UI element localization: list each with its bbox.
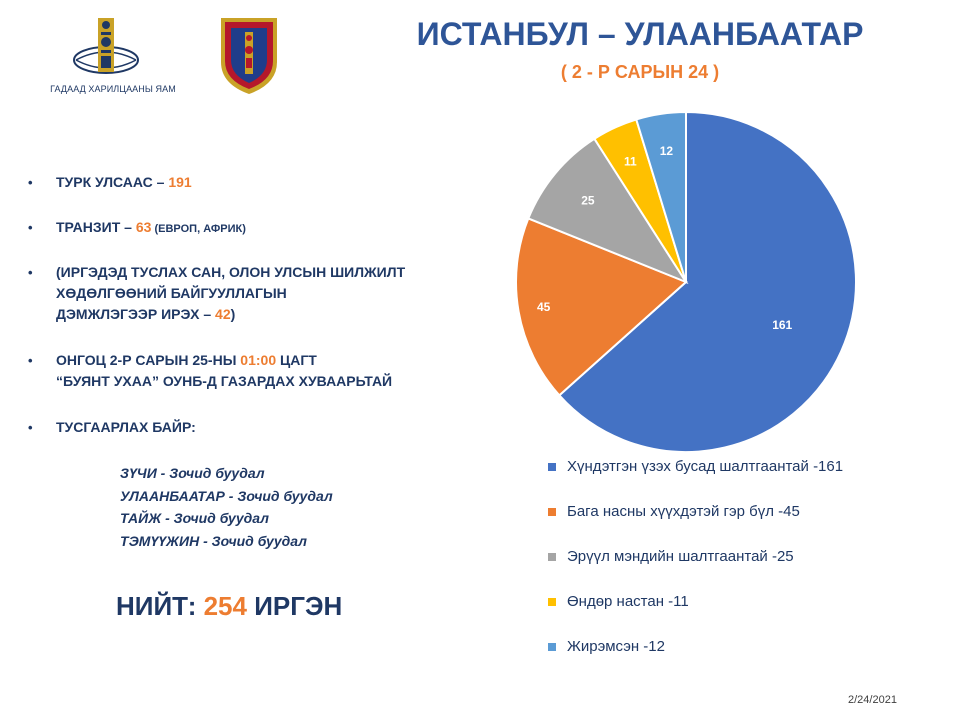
pie-data-label: 161	[772, 318, 793, 333]
bullet-dot: •	[28, 175, 33, 190]
legend-swatch	[548, 643, 556, 651]
pie-data-label: 11	[624, 154, 637, 169]
legend-swatch	[548, 463, 556, 471]
slide-date: 2/24/2021	[848, 694, 897, 706]
chart-legend	[548, 456, 948, 681]
bullet-turkey-label: ТУРК УЛСААС –	[56, 174, 169, 190]
bullet-iom-close: )	[230, 306, 236, 322]
pie-data-label: 12	[659, 143, 674, 158]
bullet-flight-line2: “БУЯНТ УХАА” ОУНБ-Д ГАЗАРДАХ ХУВААРЬТАЙ	[56, 373, 393, 389]
total-unit: ИРГЭН	[246, 591, 343, 621]
bullet-quarantine-label: ТУСГААРЛАХ БАЙР:	[56, 419, 196, 435]
page-subtitle: ( 2 - Р САРЫН 24 )	[560, 62, 720, 82]
total-label: НИЙТ:	[116, 591, 204, 621]
bullet-flight-line1-end: ЦАГТ	[276, 352, 317, 368]
pie-data-label: 45	[536, 299, 551, 314]
place-item: ЗҮЧИ - Зочид буудал	[120, 465, 265, 481]
place-item: УЛААНБААТАР - Зочид буудал	[120, 487, 333, 504]
total-citizens	[116, 591, 342, 622]
bullet-flight-time: 01:00	[240, 352, 277, 368]
bullet-iom-line3: ДЭМЖЛЭГЭЭР ИРЭХ –	[56, 306, 216, 322]
ministry-logo	[38, 14, 188, 100]
ministry-name: ГАДААД ХАРИЛЦААНЫ ЯАМ	[50, 84, 176, 94]
page-title: ИСТАНБУЛ – УЛААНБААТАР	[416, 16, 864, 52]
bullet-turkey-value: 191	[168, 174, 192, 190]
legend-label: Өндөр настан -11	[567, 593, 689, 610]
bullet-transit-note: (ЕВРОП, АФРИК)	[151, 223, 246, 235]
soyombo-emblem-icon	[68, 14, 158, 82]
pie-data-label: 25	[581, 193, 595, 208]
shield-icon	[218, 14, 280, 96]
legend-label: Хүндэтгэн үзэх бусад шалтгаантай -161	[567, 458, 844, 475]
legend-item	[548, 636, 948, 659]
legend-item	[548, 546, 948, 569]
bullet-iom-value: 42	[215, 306, 231, 322]
legend-swatch	[548, 553, 556, 561]
place-item: ТАЙЖ - Зочид буудал	[120, 510, 269, 526]
legend-swatch	[548, 598, 556, 606]
legend-item	[548, 456, 948, 479]
legend-label: Жирэмсэн -12	[567, 638, 665, 655]
bullet-dot: •	[28, 265, 33, 280]
quarantine-places	[120, 462, 333, 552]
place-item: ТЭМҮҮЖИН - Зочид буудал	[120, 532, 307, 549]
total-value: 254	[203, 591, 247, 621]
bullet-transit-label: ТРАНЗИТ –	[56, 219, 136, 235]
bullet-flight-line1: ОНГОЦ 2-Р САРЫН 25-НЫ	[56, 352, 241, 368]
legend-label: Бага насны хүүхдэтэй гэр бүл -45	[567, 503, 800, 520]
bullet-dot: •	[28, 353, 33, 368]
agency-shield-logo	[218, 14, 280, 96]
bullet-dot: •	[28, 420, 33, 435]
bullet-iom-line1: (ИРГЭДЭД ТУСЛАХ САН, ОЛОН УЛСЫН ШИЛЖИЛТ	[56, 264, 406, 280]
bullet-iom-line2: ХӨДӨЛГӨӨНИЙ БАЙГУУЛЛАГЫН	[56, 285, 287, 301]
legend-item	[548, 501, 948, 524]
pie-chart	[510, 108, 870, 458]
legend-swatch	[548, 508, 556, 516]
bullet-dot: •	[28, 220, 33, 235]
legend-item	[548, 591, 948, 614]
bullet-transit-value: 63	[135, 219, 152, 235]
legend-label: Эрүүл мэндийн шалтгаантай -25	[567, 548, 794, 565]
